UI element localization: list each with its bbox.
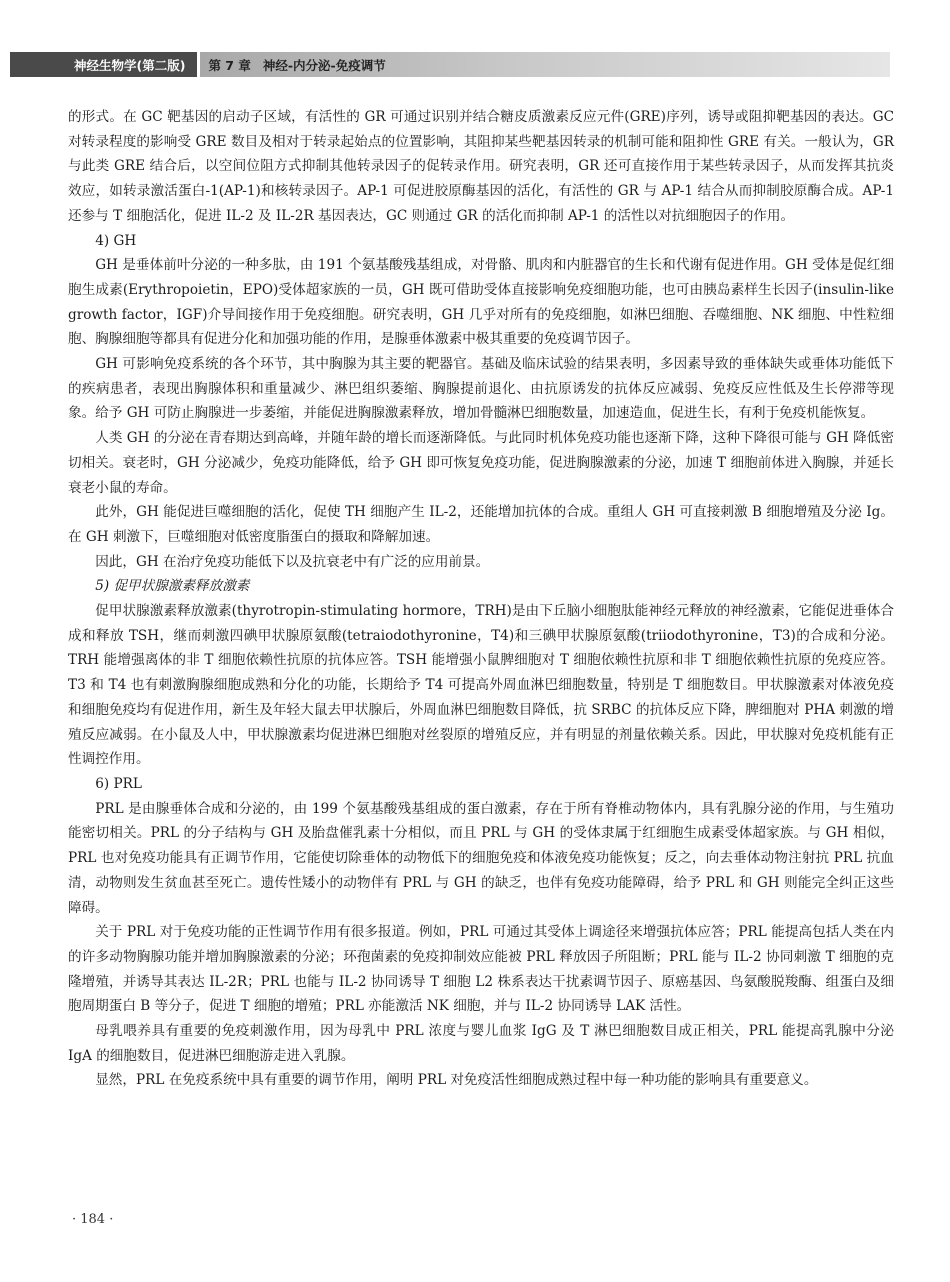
paragraph: 促甲状腺激素释放激素(thyrotropin-stimulating hormore，TRH)是由下丘脑小细胞肽能神经元释放的神经激素，它能促进垂体合成和释放 TSH，继而刺激四碘甲状腺原氨酸(tetraiodothyronine，T4)和三碘甲状腺原氨酸(triiodothyronine，T3)的合成和分泌。TRH 能增强离体的非 T 细胞依赖性抗原的抗体应答。TSH 能增强小鼠脾细胞对 T 细胞依赖性抗原和非 T 细胞依赖性抗原的免疫应答。T3 和 T4 也有刺激胸腺细胞成熟和分化的功能，长期给予 T4 可提高外周血淋巴细胞数量，特别是 T 细胞数目。甲状腺激素对体液免疫和细胞免疫均有促进作用，新生及年轻大鼠去甲状腺后，外周血淋巴细胞数目降低，抗 SRBC 的抗体反应下降，脾细胞对 PHA 刺激的增殖反应减弱。在小鼠及人中，甲状腺激素均促进淋巴细胞对丝裂原的增殖反应，并有明显的剂量依赖关系。因此，甲状腺对免疫机能有正性调控作用。 [68, 603, 894, 768]
paragraph: 此外，GH 能促进巨噬细胞的活化，促使 TH 细胞产生 IL-2，还能增加抗体的合成。重组人 GH 可直接刺激 B 细胞增殖及分泌 Ig。在 GH 刺激下，巨噬细胞对低密度脂蛋白的摄取和降解加速。 [68, 504, 894, 545]
paragraph: GH 是垂体前叶分泌的一种多肽，由 191 个氨基酸残基组成，对骨骼、肌肉和内脏器官的生长和代谢有促进作用。GH 受体是促红细胞生成素(Erythropoietin，EPO)受体超家族的一员，GH 既可借助受体直接影响免疫细胞功能，也可由胰岛素样生长因子(insulin-like growth factor，IGF)介导间接作用于免疫细胞。研究表明，GH 几乎对所有的免疫细胞，如淋巴细胞、吞噬细胞、NK 细胞、中性粒细胞、胸腺细胞等都具有促进分化和加强功能的作用，是腺垂体激素中极其重要的免疫调节因子。 [68, 257, 894, 348]
page-number: · 184 · [72, 1212, 114, 1227]
paragraph: 因此，GH 在治疗免疫功能低下以及抗衰老中有广泛的应用前景。 [95, 553, 490, 570]
section-heading-prl: 6) PRL [95, 775, 142, 792]
section-heading-trh: 5) 促甲状腺激素释放激素 [95, 578, 250, 595]
paragraph: GH 可影响免疫系统的各个环节，其中胸腺为其主要的靶器官。基础及临床试验的结果表明，多因素导致的垂体缺失或垂体功能低下的疾病患者，表现出胸腺体积和重量减少、淋巴组织萎缩、胸腺提前退化、由抗原诱发的抗体反应减弱、免疫反应性低及生长停滞等现象。给予 GH 可防止胸腺进一步萎缩，并能促进胸腺激素释放，增加骨髓淋巴细胞数量，加速造血，促进生长，有利于免疫机能恢复。 [68, 356, 894, 422]
chapter-title: 神经-内分泌-免疫调节 [262, 57, 386, 73]
paragraph-gc-continued: 的形式。在 GC 靶基因的启动子区域，有活性的 GR 可通过识别并结合糖皮质激素反应元件(GRE)序列，诱导或阻抑靶基因的表达。GC 对转录程度的影响受 GRE 数目及相对于转录起始点的位置影响，其阻抑某些靶基因转录的机制可能和阻抑性 GRE 有关。一般认为，GR 与此类 GRE 结合后，以空间位阻方式抑制其他转录因子的促转录作用。研究表明，GR 还可直接作用于某些转录因子，从而发挥其抗炎效应，如转录激活蛋白-1(AP-1)和核转录因子。AP-1 可促进胶原酶基因的活化，有活性的 GR 与 AP-1 结合从而抑制胶原酶合成。AP-1 还参与 T 细胞活化，促进 IL-2 及 IL-2R 基因表达，GC 则通过 GR 的活化而抑制 AP-1 的活性以对抗细胞因子的作用。 [68, 109, 894, 224]
page-body [68, 105, 894, 1093]
paragraph: 关于 PRL 对于免疫功能的正性调节作用有很多报道。例如，PRL 可通过其受体上调途径来增强抗体应答；PRL 能提高包括人类在内的许多动物胸腺功能并增加胸腺激素的分泌；环孢菌素的免疫抑制效应能被 PRL 释放因子所阻断；PRL 能与 IL-2 协同刺激 T 细胞的克隆增殖，并诱导其表达 IL-2R；PRL 也能与 IL-2 协同诱导 T 细胞 L2 株系表达干扰素调节因子、原癌基因、鸟氨酸脱羧酶、组蛋白及细胞周期蛋白 B 等分子，促进 T 细胞的增殖；PRL 亦能激活 NK 细胞，并与 IL-2 协同诱导 LAK 活性。 [68, 924, 894, 1015]
paragraph: PRL 是由腺垂体合成和分泌的，由 199 个氨基酸残基组成的蛋白激素，存在于所有脊椎动物体内，具有乳腺分泌的作用，与生殖功能密切相关。PRL 的分子结构与 GH 及胎盘催乳素十分相似，而且 PRL 与 GH 的受体隶属于红细胞生成素受体超家族。与 GH 相似，PRL 也对免疫功能具有正调节作用，它能使切除垂体的动物低下的细胞免疫和体液免疫功能恢复；反之，向去垂体动物注射抗 PRL 抗血清，动物则发生贫血甚至死亡。遗传性矮小的动物伴有 PRL 与 GH 的缺乏，也伴有免疫功能障碍，给予 PRL 和 GH 则能完全纠正这些障碍。 [68, 800, 894, 916]
paragraph: 人类 GH 的分泌在青春期达到高峰，并随年龄的增长而逐渐降低。与此同时机体免疫功能也逐渐下降，这种下降很可能与 GH 降低密切相关。衰老时，GH 分泌减少，免疫功能降低，给予 GH 即可恢复免疫功能，促进胸腺激素的分泌，加速 T 细胞前体进入胸腺，并延长衰老小鼠的寿命。 [68, 430, 894, 496]
section-heading-gh: 4) GH [95, 232, 137, 249]
chapter-number: 第 7 章 [208, 57, 251, 73]
book-title: 神经生物学(第二版) [10, 52, 197, 77]
paragraph: 显然，PRL 在免疫系统中具有重要的调节作用，阐明 PRL 对免疫活性细胞成熟过程中每一种功能的影响具有重要意义。 [95, 1072, 818, 1089]
paragraph: 母乳喂养具有重要的免疫刺激作用，因为母乳中 PRL 浓度与婴儿血浆 IgG 及 T 淋巴细胞数目成正相关，PRL 能提高乳腺中分泌 IgA 的细胞数目，促进淋巴细胞游走进入乳腺。 [68, 1023, 894, 1064]
chapter-heading [197, 52, 890, 77]
running-header [10, 52, 890, 77]
